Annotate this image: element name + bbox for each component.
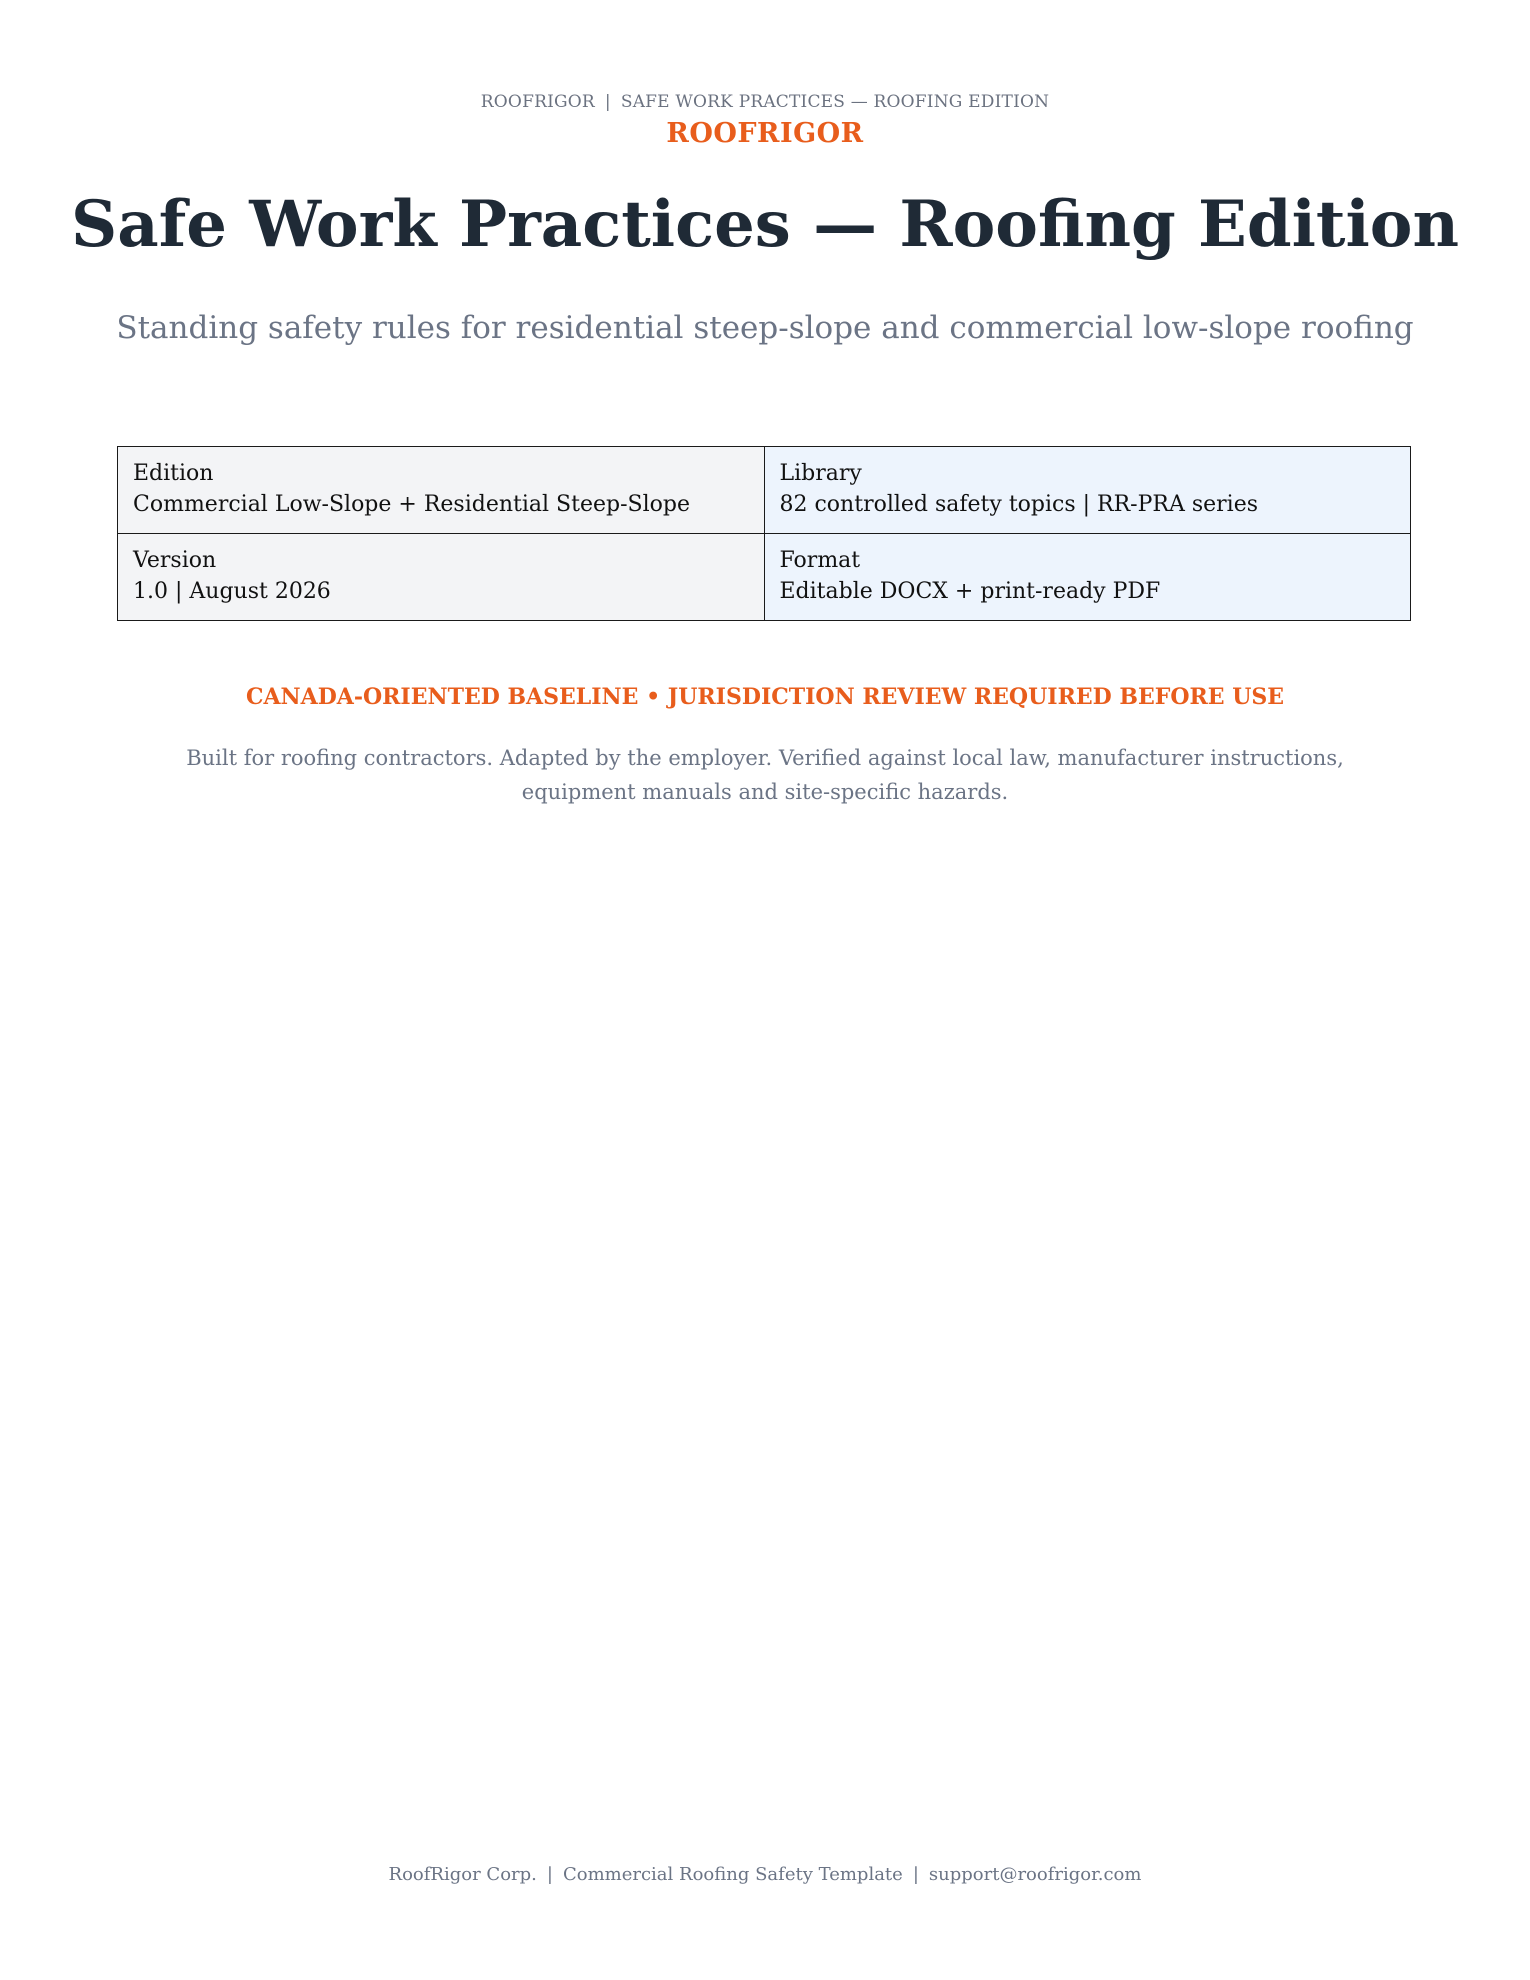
meta-row: [118, 534, 1411, 621]
jurisdiction-notice: CANADA-ORIENTED BASELINE • JURISDICTION REVIEW REQUIRED BEFORE USE: [245, 684, 1285, 710]
document-meta-table: [117, 446, 1411, 621]
meta-value-format: Editable DOCX + print-ready PDF: [779, 578, 1161, 604]
meta-value-version: 1.0 | August 2026: [133, 578, 331, 604]
footer-separator: |: [912, 1864, 919, 1885]
running-header-doc-title: SAFE WORK PRACTICES — ROOFING EDITION: [620, 92, 1050, 112]
page-subtitle: Standing safety rules for residential steep-slope and commercial low-slope roofing: [116, 310, 1414, 346]
footer-separator: |: [546, 1864, 553, 1885]
footer-template-name: Commercial Roofing Safety Template: [562, 1864, 903, 1885]
meta-value-edition: Commercial Low-Slope + Residential Steep-Slope: [133, 491, 690, 517]
meta-cell-edition: [118, 447, 765, 534]
meta-row: [118, 447, 1411, 534]
meta-cell-library: [764, 447, 1411, 534]
footer-company: RoofRigor Corp.: [388, 1864, 537, 1885]
running-header-brand: ROOFRIGOR: [480, 92, 595, 112]
running-header-separator: |: [604, 92, 611, 112]
meta-label-version: Version: [133, 548, 217, 573]
page-title: Safe Work Practices — Roofing Edition: [71, 187, 1459, 262]
page-footer: [0, 1864, 1530, 1885]
meta-cell-version: [118, 534, 765, 621]
meta-label-edition: Edition: [133, 461, 214, 486]
meta-label-library: Library: [779, 461, 862, 486]
meta-cell-format: [764, 534, 1411, 621]
meta-label-format: Format: [779, 548, 861, 573]
footer-email: support@roofrigor.com: [928, 1864, 1142, 1885]
meta-value-library: 82 controlled safety topics | RR-PRA series: [779, 491, 1259, 517]
usage-description: Built for roofing contractors. Adapted by the employer. Verified against local law, manufacturer instructions, equipment manuals and site-specific hazards.: [186, 746, 1344, 804]
running-header: [0, 92, 1530, 112]
brand-name: ROOFRIGOR: [666, 118, 864, 149]
